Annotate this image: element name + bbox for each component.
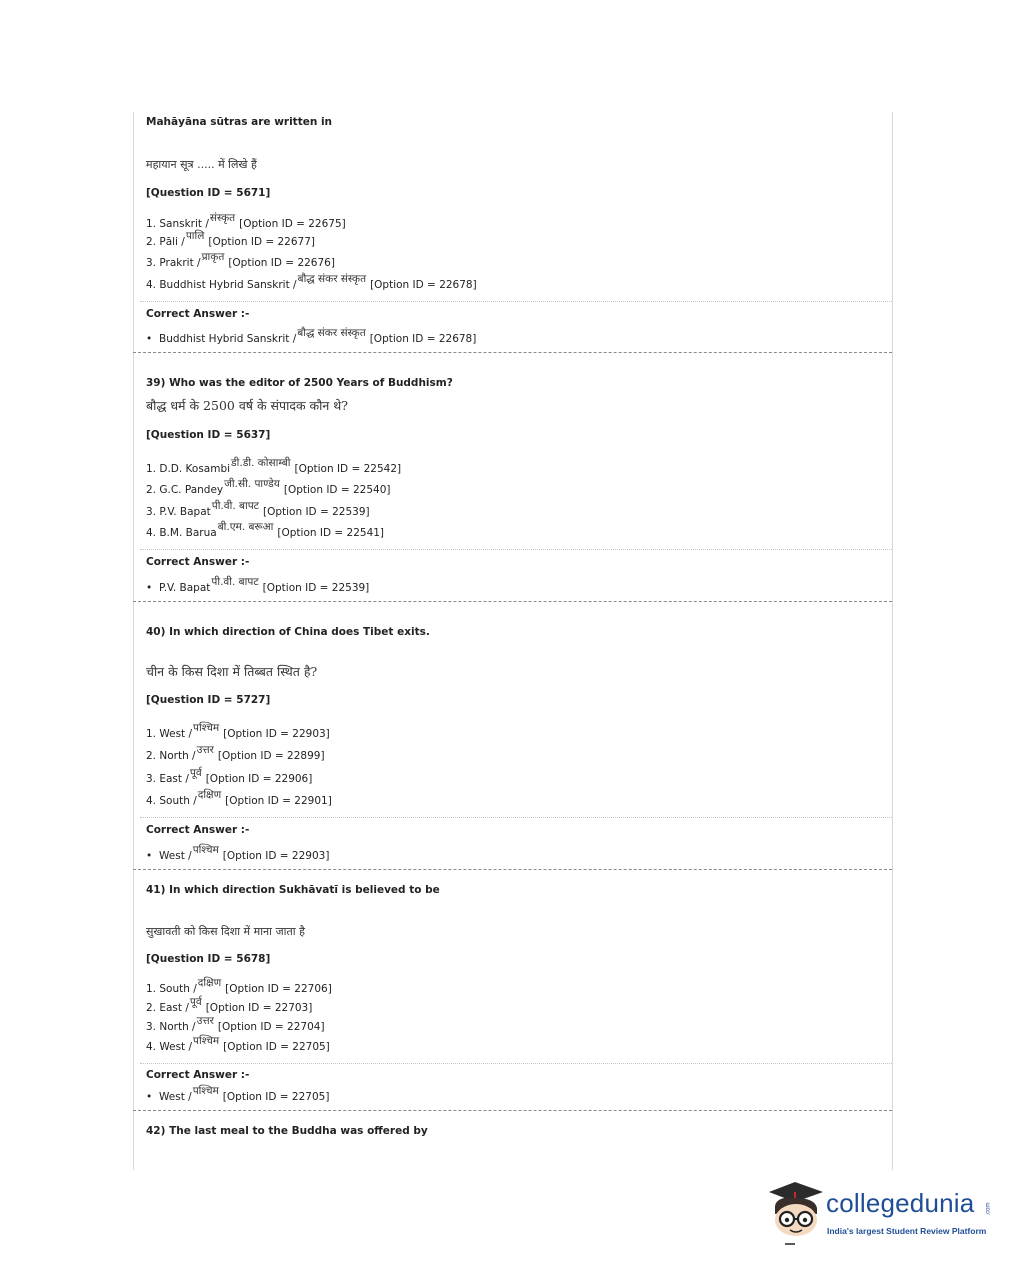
q38-title: Mahāyāna sūtras are written in <box>146 116 333 128</box>
q41-option-3: 3. North /उत्तर [Option ID = 22704] <box>146 1015 325 1033</box>
bullet-icon: • <box>146 333 153 345</box>
q39-title: 39) Who was the editor of 2500 Years of Buddhism? <box>146 377 453 389</box>
bullet-icon: • <box>146 582 153 594</box>
q41-hindi: सुखावती को किस दिशा में माना जाता है <box>146 925 305 938</box>
q40-correct-answer: • West /पश्चिम [Option ID = 22903] <box>146 844 330 862</box>
q38-option-4: 4. Buddhist Hybrid Sanskrit /बौद्ध संकर संस्कृत [Option ID = 22678] <box>146 273 477 291</box>
question-separator <box>133 352 892 353</box>
bullet-icon: • <box>146 850 153 862</box>
q38-correct-answer: • Buddhist Hybrid Sanskrit /बौद्ध संकर संस्कृत [Option ID = 22678] <box>146 327 477 345</box>
q38-question-id: [Question ID = 5671] <box>146 187 271 199</box>
q39-correct-answer: • P.V. Bapatपी.वी. बापट [Option ID = 22539] <box>146 576 370 594</box>
q39-question-id: [Question ID = 5637] <box>146 429 271 441</box>
q41-title: 41) In which direction Sukhāvatī is believed to be <box>146 884 440 896</box>
q41-option-1: 1. South /दक्षिण [Option ID = 22706] <box>146 977 332 995</box>
question-separator <box>133 1110 892 1111</box>
q39-answer-label: Correct Answer :- <box>146 556 250 568</box>
q39-option-3: 3. P.V. Bapatपी.वी. बापट [Option ID = 22539] <box>146 500 370 518</box>
q38-option-3: 3. Prakrit /प्राकृत [Option ID = 22676] <box>146 251 335 269</box>
q40-answer-label: Correct Answer :- <box>146 824 250 836</box>
divider <box>140 549 892 550</box>
divider <box>140 817 892 818</box>
q40-title: 40) In which direction of China does Tibet exits. <box>146 626 430 638</box>
q40-question-id: [Question ID = 5727] <box>146 694 271 706</box>
divider <box>140 301 892 302</box>
q41-correct-answer: • West /पश्चिम [Option ID = 22705] <box>146 1085 330 1103</box>
q38-answer-label: Correct Answer :- <box>146 308 250 320</box>
logo-com-suffix: .com <box>985 1202 992 1216</box>
q40-option-1: 1. West /पश्चिम [Option ID = 22903] <box>146 722 330 740</box>
q40-option-2: 2. North /उत्तर [Option ID = 22899] <box>146 744 325 762</box>
q38-option-2: 2. Pāli /पालि [Option ID = 22677] <box>146 230 316 248</box>
q39-option-2: 2. G.C. Pandeyजी.सी. पाण्डेय [Option ID = 22540] <box>146 478 391 496</box>
q41-question-id: [Question ID = 5678] <box>146 953 271 965</box>
question-separator <box>133 869 892 870</box>
q42-title: 42) The last meal to the Buddha was offered by <box>146 1125 428 1137</box>
divider <box>140 1063 892 1064</box>
q39-option-4: 4. B.M. Baruaबी.एम. बरूआ [Option ID = 22541] <box>146 521 385 539</box>
q38-hindi: महायान सूत्र ..... में लिखे हैं <box>146 158 257 171</box>
q41-option-4: 4. West /पश्चिम [Option ID = 22705] <box>146 1035 330 1053</box>
logo-tagline: India's largest Student Review Platform <box>827 1226 987 1236</box>
q38-option-1: 1. Sanskrit /संस्कृत [Option ID = 22675] <box>146 212 346 230</box>
question-separator <box>133 601 892 602</box>
q41-option-2: 2. East /पूर्व [Option ID = 22703] <box>146 996 313 1014</box>
q40-option-3: 3. East /पूर्व [Option ID = 22906] <box>146 767 313 785</box>
q41-answer-label: Correct Answer :- <box>146 1069 250 1081</box>
bullet-icon: • <box>146 1091 153 1103</box>
q40-hindi: चीन के किस दिशा में तिब्बत स्थित है? <box>146 664 318 679</box>
q40-option-4: 4. South /दक्षिण [Option ID = 22901] <box>146 789 332 807</box>
collegedunia-logo-text: collegedunia <box>826 1188 975 1218</box>
q39-option-1: 1. D.D. Kosambiडी.डी. कोसाम्बी [Option ID = 22542] <box>146 457 402 475</box>
q39-hindi: बौद्ध धर्म के 2500 वर्ष के संपादक कौन थे? <box>146 398 348 413</box>
